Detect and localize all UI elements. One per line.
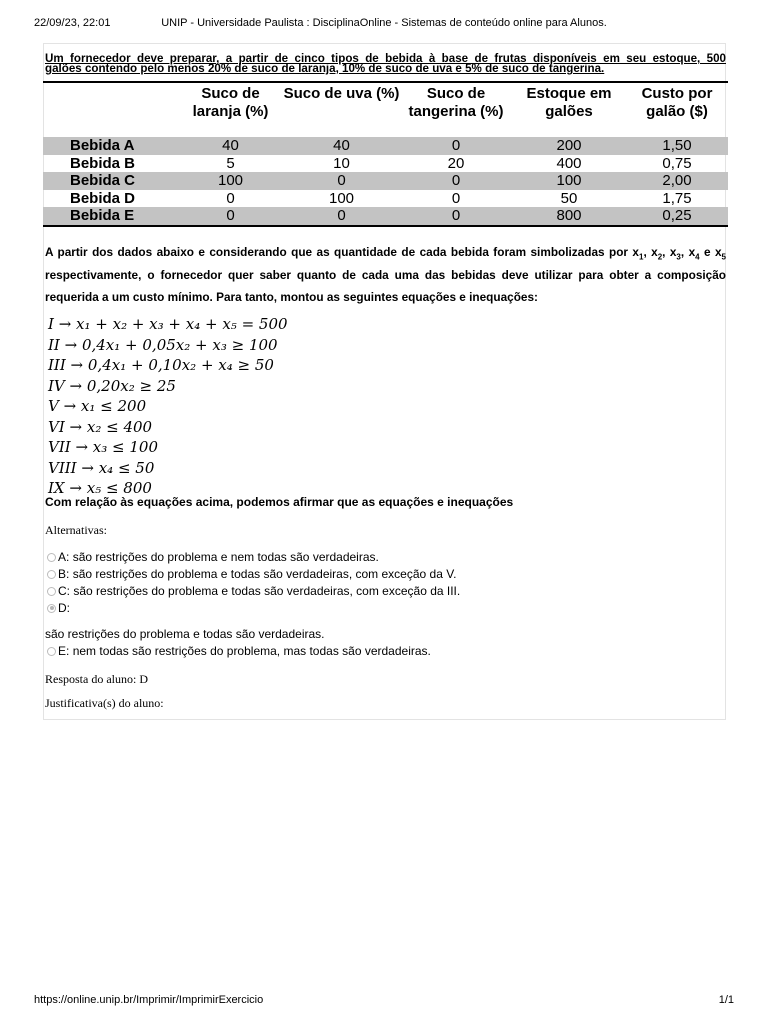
table-cell: 5 xyxy=(226,154,235,172)
table-cell: 0 xyxy=(400,172,512,190)
table-cell: 40 xyxy=(178,137,283,155)
table-header-cell: Suco de tangerina (%) xyxy=(408,85,504,120)
option-letter: C: xyxy=(58,584,70,598)
option-c[interactable] xyxy=(47,584,460,598)
equation: V → x₁ ≤ 200 xyxy=(48,397,147,415)
problem-text-start: A partir dos dados abaixo e considerando que as quantidade de cada bebida foram simbolizadas por xyxy=(45,245,628,259)
equation: III → 0,4x₁ + 0,10x₂ + x₄ ≥ 50 xyxy=(48,356,274,374)
radio-button-selected[interactable] xyxy=(47,604,56,613)
table-header-cell: Estoque em galões xyxy=(526,85,612,120)
table-cell: 0 xyxy=(400,137,512,155)
table-cell: 0 xyxy=(178,207,283,226)
table-cell: 40 xyxy=(283,137,400,155)
option-letter: B: xyxy=(58,567,70,581)
option-text: são restrições do problema e nem todas são verdadeiras. xyxy=(72,550,379,564)
problem-statement xyxy=(44,241,727,309)
question-intro xyxy=(44,54,727,74)
table-row xyxy=(43,207,728,226)
table-cell: 0 xyxy=(400,207,512,226)
equation-list xyxy=(48,314,288,499)
option-text: são restrições do problema e todas são verdadeiras, com exceção da V. xyxy=(72,567,457,581)
option-d-text: são restrições do problema e todas são verdadeiras. xyxy=(45,627,325,641)
table-cell: 0 xyxy=(283,207,400,226)
equation: VII → x₃ ≤ 100 xyxy=(48,438,158,456)
table-cell: 0 xyxy=(226,189,235,207)
table-cell: 50 xyxy=(560,189,578,207)
option-text: nem todas são restrições do problema, mas todas são verdadeiras. xyxy=(72,644,431,658)
table-cell: 0,25 xyxy=(626,207,728,226)
alternatives-label: Alternativas: xyxy=(45,523,107,537)
table-cell: Bebida D xyxy=(70,189,136,207)
equation: IV → 0,20x₂ ≥ 25 xyxy=(48,376,176,395)
table-cell: 100 xyxy=(178,172,283,190)
question-prompt: Com relação às equações acima, podemos afirmar que as equações e inequações xyxy=(45,495,514,509)
intro-line-2: galões contendo pelo menos 20% de suco de laranja, 10% de suco de uva e 5% de suco de tangerina. xyxy=(45,62,605,75)
print-date: 22/09/23, 22:01 xyxy=(34,17,111,29)
student-answer: Resposta do aluno: D xyxy=(45,672,148,686)
radio-button[interactable] xyxy=(47,553,56,562)
table-row xyxy=(43,190,728,208)
beverage-table xyxy=(43,81,728,227)
equation: I → x₁ + x₂ + x₃ + x₄ + x₅ = 500 xyxy=(48,315,288,333)
table-row xyxy=(43,155,728,173)
option-b[interactable] xyxy=(47,567,456,581)
print-page-title: UNIP - Universidade Paulista : DisciplinaOnline - Sistemas de conteúdo online para Alunos. xyxy=(161,17,607,29)
table-cell: 0,75 xyxy=(662,154,692,172)
equation: II → 0,4x₁ + 0,05x₂ + x₃ ≥ 100 xyxy=(48,335,278,354)
equation: VI → x₂ ≤ 400 xyxy=(48,417,153,436)
table-row xyxy=(43,137,728,155)
table-header-cell: Suco de uva (%) xyxy=(283,85,400,102)
option-text: são restrições do problema e todas são verdadeiras, com exceção da III. xyxy=(73,584,461,598)
exercise-card xyxy=(43,43,726,720)
page-number: 1/1 xyxy=(718,994,734,1006)
table-cell: Bebida E xyxy=(43,207,178,226)
option-letter: D: xyxy=(58,601,70,615)
table-cell: 1,50 xyxy=(626,137,728,155)
table-cell: Bebida A xyxy=(43,137,178,155)
table-cell: 0 xyxy=(283,172,400,190)
radio-button[interactable] xyxy=(47,647,56,656)
table-cell: 100 xyxy=(328,189,355,207)
table-header-cell: Suco de laranja (%) xyxy=(192,85,269,120)
option-letter: E: xyxy=(58,644,70,658)
table-cell: 100 xyxy=(512,172,626,190)
radio-button[interactable] xyxy=(47,587,56,596)
table-cell: 0 xyxy=(451,189,461,207)
table-cell: 200 xyxy=(512,137,626,155)
radio-button[interactable] xyxy=(47,570,56,579)
option-letter: A: xyxy=(58,550,70,564)
table-cell: 800 xyxy=(512,207,626,226)
table-row xyxy=(43,172,728,190)
equation: VIII → x₄ ≤ 50 xyxy=(48,458,155,477)
student-justification: Justificativa(s) do aluno: xyxy=(45,696,164,710)
table-header-cell: Custo por galão ($) xyxy=(641,85,713,120)
option-a[interactable] xyxy=(47,550,379,564)
table-cell: 2,00 xyxy=(626,172,728,190)
table-cell: 400 xyxy=(556,154,582,172)
table-cell: Bebida C xyxy=(43,172,178,190)
table-header-row xyxy=(43,82,728,137)
table-cell: Bebida B xyxy=(70,154,136,172)
option-d[interactable] xyxy=(47,601,70,615)
intro-line-1: Um fornecedor deve preparar, a partir de cinco tipos de bebida à base de frutas disponíveis em seu estoque, 500 xyxy=(45,52,726,65)
equation: IX → x₅ ≤ 800 xyxy=(48,479,152,497)
table-header-cell xyxy=(43,82,178,137)
table-cell: 10 xyxy=(333,154,350,172)
option-e[interactable] xyxy=(47,644,431,658)
variable-list: $x_1$, $x_2$, $x_3$, $x_4$ e $x_5$ xyxy=(632,245,726,262)
table-cell: 20 xyxy=(447,154,465,172)
print-url: https://online.unip.br/Imprimir/ImprimirExercicio xyxy=(34,994,264,1006)
problem-text-end: respectivamente, o fornecedor quer saber quanto de cada uma das bebidas deve utilizar para obter a composição requerida a um custo mínimo. Para tanto, montou as seguintes equações e inequações: xyxy=(45,267,726,304)
table-cell: 1,75 xyxy=(662,189,692,207)
